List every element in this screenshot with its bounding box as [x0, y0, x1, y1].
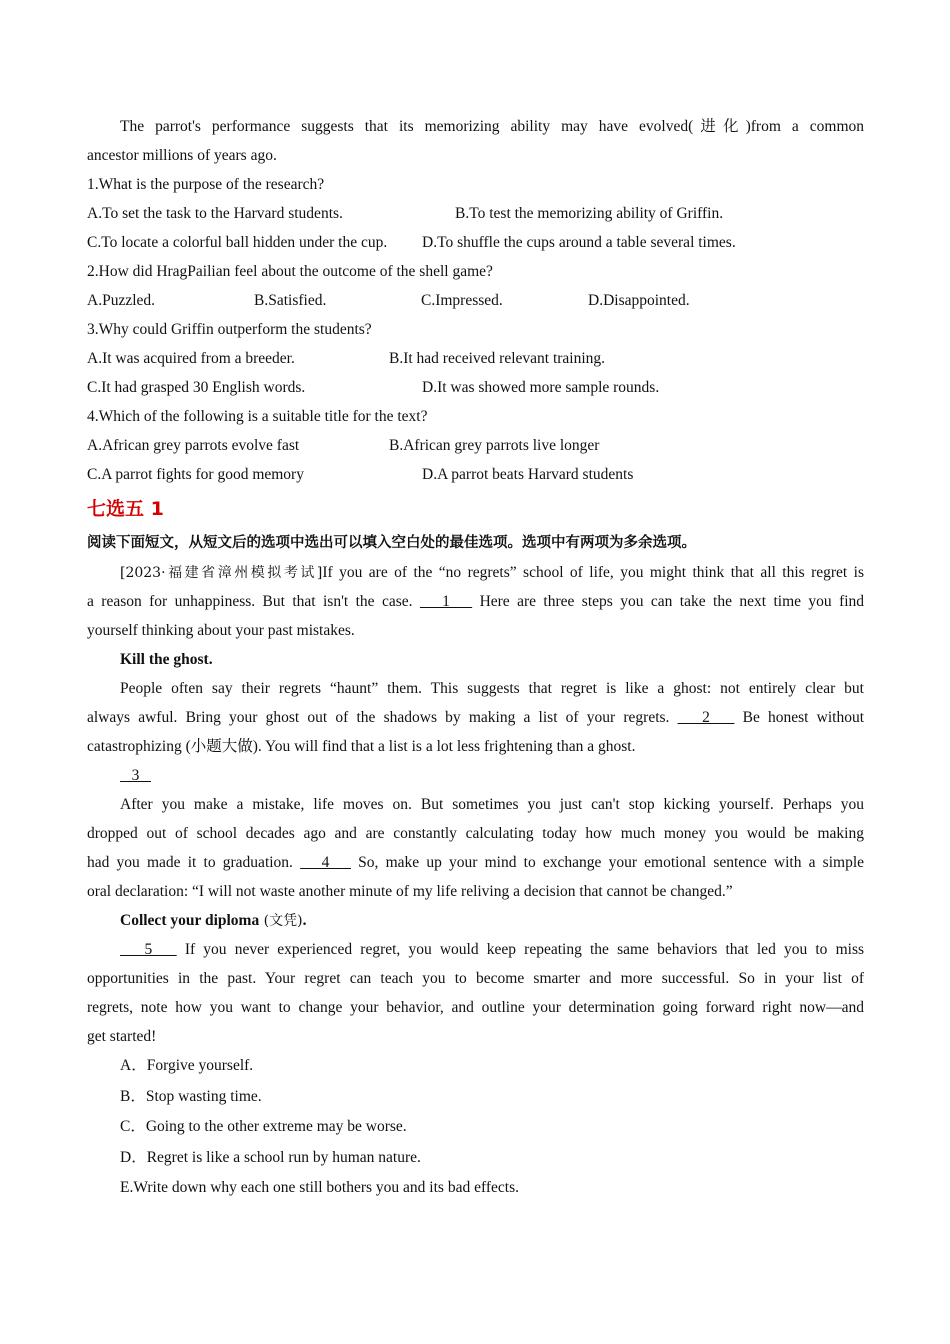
- blank-2[interactable]: 2: [677, 709, 735, 726]
- passage-p3-line-3: [87, 848, 864, 877]
- passage-p1-line-2: [87, 587, 864, 616]
- passage-p3-line-4: oral declaration: “I will not waste another minute of my life reliving a decision that cannot be changed.”: [87, 883, 733, 900]
- question-4-option-d[interactable]: D.A parrot beats Harvard students: [422, 466, 634, 483]
- subheading-translation: (文凭): [259, 913, 303, 929]
- question-1-option-d[interactable]: D.To shuffle the cups around a table several times.: [422, 234, 736, 251]
- question-1-option-a[interactable]: A.To set the task to the Harvard students.: [87, 205, 343, 222]
- passage-p2-line-3: catastrophizing (小题大做). You will find that a list is a lot less frightening than a ghost.: [87, 738, 636, 755]
- question-1-options-row-2: [87, 228, 864, 257]
- blank-3-line: [87, 761, 864, 790]
- passage-text: So, make up your mind to exchange your emotional sentence with a simple: [358, 854, 865, 871]
- question-4-stem: 4.Which of the following is a suitable title for the text?: [87, 408, 428, 425]
- choice-b[interactable]: B．Stop wasting time.: [120, 1087, 262, 1105]
- question-4-option-b[interactable]: B.African grey parrots live longer: [389, 437, 600, 454]
- passage-source: [2023·福建省漳州模拟考试]: [120, 565, 323, 581]
- subheading-collect-diploma: [87, 906, 864, 935]
- passage-text: If you never experienced regret, you would keep repeating the same behaviors that led you to miss: [184, 941, 865, 958]
- passage-text: a reason for unhappiness. But that isn't the case.: [87, 593, 413, 610]
- passage-text: had you made it to graduation.: [87, 854, 293, 871]
- subheading-kill-the-ghost: Kill the ghost.: [120, 651, 213, 668]
- blank-4[interactable]: 4: [300, 854, 351, 871]
- passage-p4-line-4: get started!: [87, 1028, 157, 1045]
- question-2-option-b[interactable]: B.Satisfied.: [254, 292, 327, 309]
- passage-p3-line-2: dropped out of school decades ago and are constantly calculating today how much money you would be making: [87, 825, 864, 842]
- passage-text: Here are three steps you can take the next time you find: [479, 593, 865, 610]
- passage-p1-text: If you are of the “no regrets” school of life, you might think that all this regret is: [322, 564, 864, 581]
- blank-1[interactable]: 1: [419, 593, 473, 610]
- question-3-options-row-1: [87, 344, 864, 373]
- question-4-option-c[interactable]: C.A parrot fights for good memory: [87, 466, 304, 483]
- question-3-options-row-2: [87, 373, 864, 402]
- question-3-option-c[interactable]: C.It had grasped 30 English words.: [87, 379, 306, 396]
- passage-p3-line-1: After you make a mistake, life moves on. But sometimes you just can't stop kicking yourself. Perhaps you: [120, 796, 864, 813]
- question-2-stem: 2.How did HragPailian feel about the outcome of the shell game?: [87, 263, 493, 280]
- choice-c[interactable]: C．Going to the other extreme may be worse.: [120, 1118, 407, 1135]
- question-4-options-row-2: [87, 460, 864, 489]
- question-2-option-d[interactable]: D.Disappointed.: [588, 292, 690, 309]
- section-heading: 七选五 1: [87, 498, 164, 520]
- question-4-option-a[interactable]: A.African grey parrots evolve fast: [87, 437, 300, 454]
- subheading-period: .: [302, 912, 307, 929]
- section-instruction: 阅读下面短文，从短文后的选项中选出可以填入空白处的最佳选项。选项中有两项为多余选项。: [87, 535, 696, 551]
- choice-d[interactable]: D．Regret is like a school run by human nature.: [120, 1148, 421, 1166]
- passage-p2-line-2: [87, 703, 864, 732]
- question-3-option-b[interactable]: B.It had received relevant training.: [389, 350, 606, 367]
- passage-p4-line-2: opportunities in the past. Your regret can teach you to become smarter and more successful. So in your list of: [87, 970, 864, 987]
- passage-text: always awful. Bring your ghost out of the shadows by making a list of your regrets.: [87, 709, 670, 726]
- question-1-options-row-1: [87, 199, 864, 228]
- passage-p4-line-3: regrets, note how you want to change your behavior, and outline your determination going forward right now—and: [87, 999, 864, 1016]
- choice-a[interactable]: A．Forgive yourself.: [120, 1057, 254, 1074]
- intro-line-2: ancestor millions of years ago.: [87, 147, 277, 164]
- blank-5[interactable]: 5: [120, 941, 177, 958]
- blank-3[interactable]: 3: [120, 767, 151, 784]
- question-3-option-d[interactable]: D.It was showed more sample rounds.: [422, 379, 660, 396]
- passage-text: Be honest without: [742, 709, 865, 726]
- question-1-option-c[interactable]: C.To locate a colorful ball hidden under the cup.: [87, 234, 388, 251]
- passage-p4-line-1: [87, 935, 864, 964]
- question-2-options: [87, 286, 864, 315]
- question-4-options-row-1: [87, 431, 864, 460]
- question-1-stem: 1.What is the purpose of the research?: [87, 176, 325, 193]
- passage-p2-line-1: People often say their regrets “haunt” them. This suggests that regret is like a ghost: not entirely clear but: [120, 680, 864, 697]
- document-page: [87, 112, 864, 1204]
- question-3-stem: 3.Why could Griffin outperform the students?: [87, 321, 372, 338]
- question-2-option-a[interactable]: A.Puzzled.: [87, 292, 156, 309]
- passage-p1-line-1: [87, 558, 864, 587]
- question-2-option-c[interactable]: C.Impressed.: [421, 292, 503, 309]
- intro-line-1: The parrot's performance suggests that its memorizing ability may have evolved(进化)from a common: [120, 118, 864, 135]
- choice-e[interactable]: E.Write down why each one still bothers you and its bad effects.: [120, 1179, 519, 1196]
- subheading-text: Collect your diploma: [120, 912, 260, 929]
- question-3-option-a[interactable]: A.It was acquired from a breeder.: [87, 350, 295, 367]
- passage-p1-line-3: yourself thinking about your past mistakes.: [87, 622, 355, 639]
- question-1-option-b[interactable]: B.To test the memorizing ability of Griffin.: [455, 205, 724, 222]
